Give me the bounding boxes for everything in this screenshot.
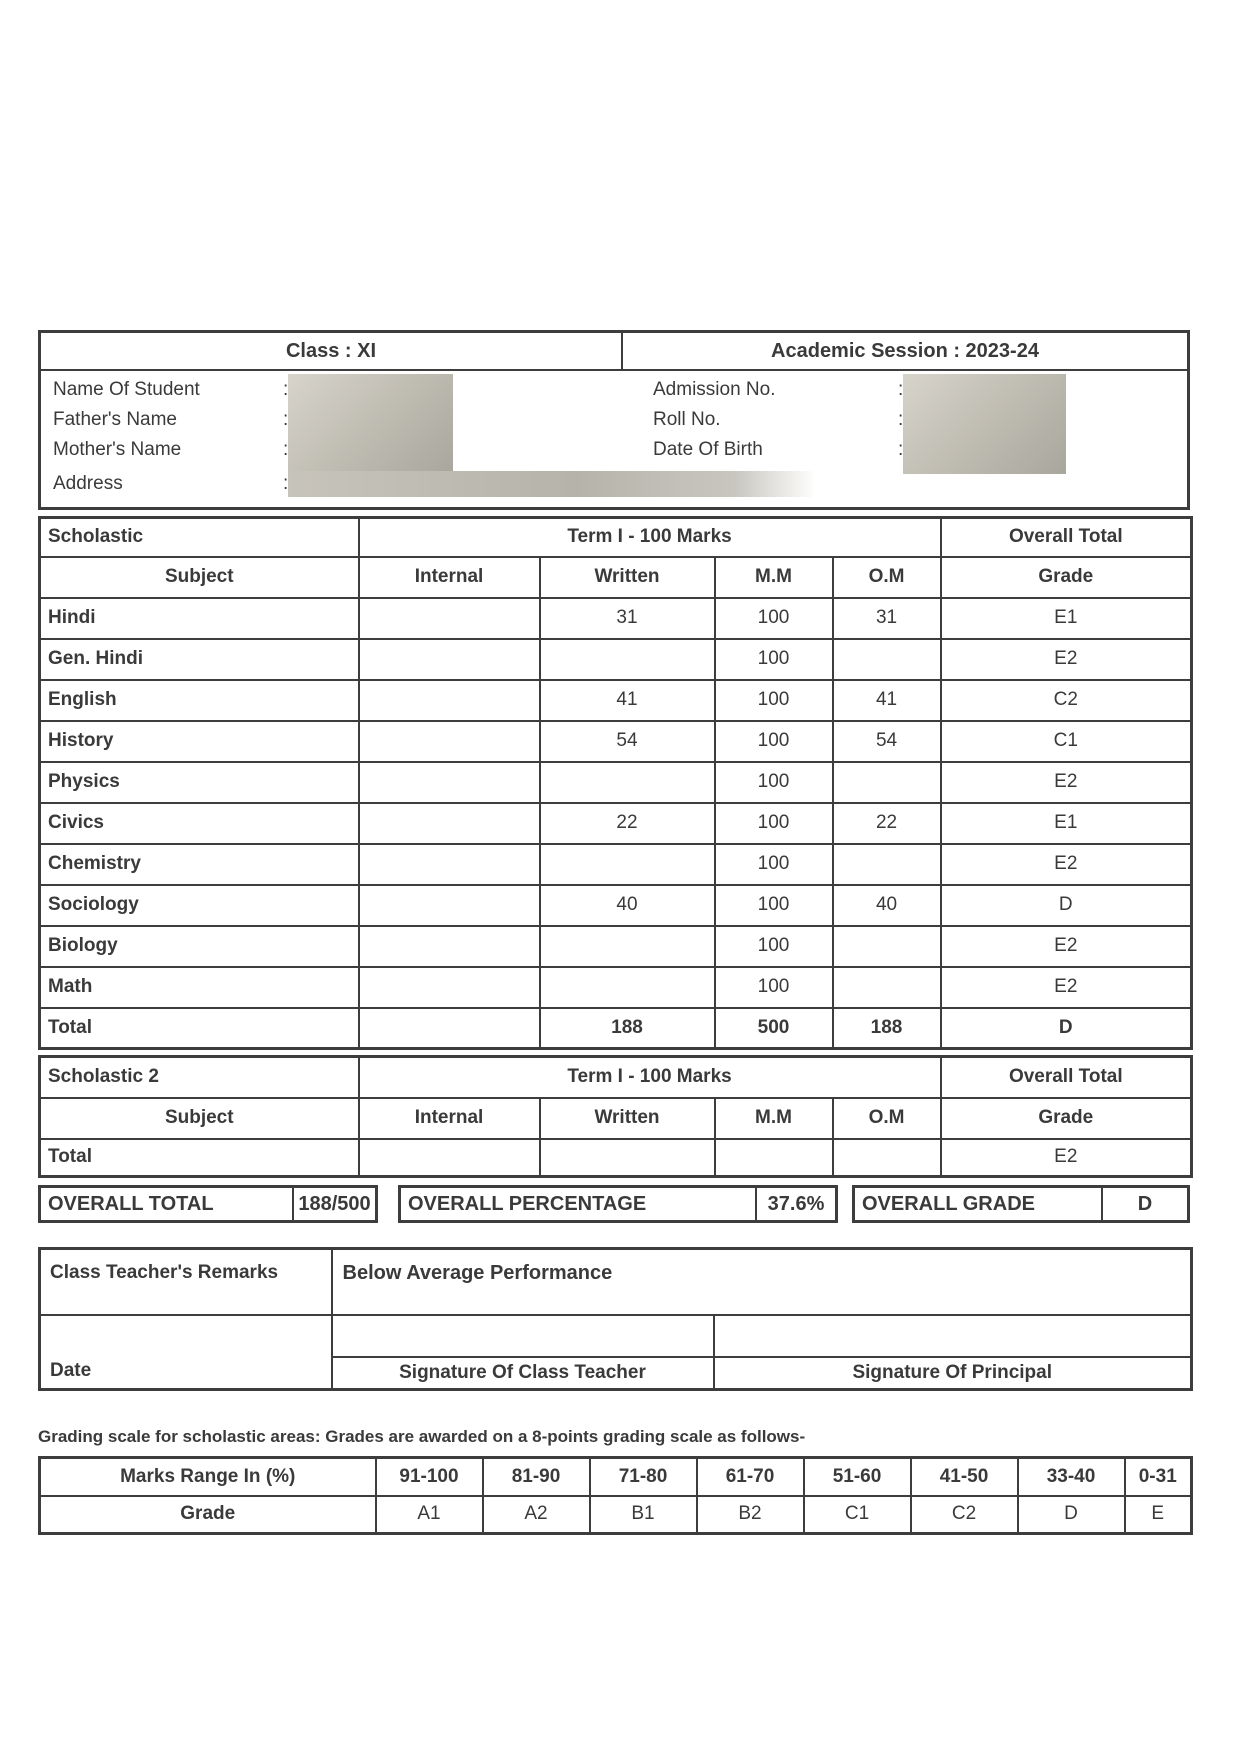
student-name-label: Name Of Student <box>53 379 200 400</box>
overall-grade-box <box>852 1185 1190 1223</box>
overall-percentage-label: OVERALL PERCENTAGE <box>401 1188 757 1220</box>
mm-cell: 100 <box>715 598 833 639</box>
grade-cell: C2 <box>911 1496 1018 1534</box>
scholastic-table <box>38 516 1193 1050</box>
colon: : <box>898 379 904 400</box>
range-cell: 51-60 <box>804 1458 911 1496</box>
colon: : <box>283 439 289 460</box>
table-row <box>40 762 1192 803</box>
scholastic-column-header-row <box>40 557 1192 598</box>
colon: : <box>283 379 289 400</box>
internal-cell <box>359 844 540 885</box>
grade-column-header: Grade <box>941 557 1192 598</box>
overall-percentage-box <box>398 1185 838 1223</box>
internal-cell <box>359 803 540 844</box>
om-cell <box>833 967 941 1008</box>
written-cell: 41 <box>540 680 715 721</box>
written-column-header: Written <box>540 1098 715 1139</box>
session-header-cell: Academic Session : 2023-24 <box>771 339 1039 362</box>
written-cell: 40 <box>540 885 715 926</box>
om-column-header: O.M <box>833 1098 941 1139</box>
range-cell: 81-90 <box>483 1458 590 1496</box>
remarks-row <box>40 1249 1192 1315</box>
marks-range-row <box>40 1458 1192 1496</box>
mother-name-label: Mother's Name <box>53 439 182 460</box>
subject-column-header: Subject <box>40 557 359 598</box>
grade-cell: B1 <box>590 1496 697 1534</box>
mm-cell: 100 <box>715 967 833 1008</box>
grading-scale-table <box>38 1456 1193 1535</box>
written-cell <box>540 926 715 967</box>
table-row <box>40 803 1192 844</box>
subject-cell: Total <box>40 1139 359 1177</box>
grade-cell: C2 <box>941 680 1192 721</box>
grade-cell: E2 <box>941 1139 1192 1177</box>
om-cell: 54 <box>833 721 941 762</box>
internal-column-header: Internal <box>359 557 540 598</box>
table-row <box>40 885 1192 926</box>
remarks-label: Class Teacher's Remarks <box>40 1249 332 1315</box>
mm-column-header: M.M <box>715 557 833 598</box>
written-cell <box>540 967 715 1008</box>
mm-cell: 100 <box>715 721 833 762</box>
mm-cell: 100 <box>715 762 833 803</box>
written-cell <box>540 639 715 680</box>
grade-cell: E2 <box>941 639 1192 680</box>
grade-cell: C1 <box>804 1496 911 1534</box>
address-label: Address <box>53 473 123 494</box>
spacer <box>378 1185 398 1223</box>
mm-cell: 100 <box>715 926 833 967</box>
internal-cell <box>359 762 540 803</box>
scholastic2-column-header-row <box>40 1098 1192 1139</box>
subject-column-header: Subject <box>40 1098 359 1139</box>
total-row <box>40 1008 1192 1049</box>
om-cell <box>833 1139 941 1177</box>
internal-cell <box>359 639 540 680</box>
teacher-signature-label: Signature Of Class Teacher <box>332 1357 714 1390</box>
range-cell: 0-31 <box>1125 1458 1192 1496</box>
subject-cell: Physics <box>40 762 359 803</box>
scholastic-header-row <box>40 518 1192 557</box>
remarks-table <box>38 1247 1193 1391</box>
om-cell: 40 <box>833 885 941 926</box>
subject-cell: Hindi <box>40 598 359 639</box>
grade-cell: E <box>1125 1496 1192 1534</box>
total-row <box>40 1139 1192 1177</box>
internal-cell <box>359 721 540 762</box>
table-row <box>40 967 1192 1008</box>
class-header-cell: Class : XI <box>41 333 623 369</box>
redacted-student-names <box>288 374 453 474</box>
internal-cell <box>359 1139 540 1177</box>
mm-cell: 100 <box>715 844 833 885</box>
subject-cell: History <box>40 721 359 762</box>
overall-total-value: 188/500 <box>298 1192 371 1215</box>
om-cell: 188 <box>833 1008 941 1049</box>
table-row <box>40 844 1192 885</box>
subject-cell: Sociology <box>40 885 359 926</box>
redacted-address <box>288 471 813 497</box>
scholastic2-header-row <box>40 1057 1192 1098</box>
grading-scale-note: Grading scale for scholastic areas: Grades are awarded on a 8-points grading scale as follows- <box>38 1427 806 1446</box>
mm-cell: 100 <box>715 680 833 721</box>
internal-cell <box>359 926 540 967</box>
mm-cell <box>715 1139 833 1177</box>
subject-cell: Math <box>40 967 359 1008</box>
internal-cell <box>359 885 540 926</box>
subject-cell: Biology <box>40 926 359 967</box>
written-column-header: Written <box>540 557 715 598</box>
table-row <box>40 639 1192 680</box>
om-column-header: O.M <box>833 557 941 598</box>
subject-cell: Gen. Hindi <box>40 639 359 680</box>
grade-cell: D <box>941 885 1192 926</box>
table-row <box>40 926 1192 967</box>
dob-label: Date Of Birth <box>653 439 763 460</box>
written-cell <box>540 844 715 885</box>
range-cell: 61-70 <box>697 1458 804 1496</box>
overall-total-header-cell: Overall Total <box>941 518 1192 557</box>
colon: : <box>898 439 904 460</box>
mm-cell: 100 <box>715 885 833 926</box>
mm-cell: 100 <box>715 639 833 680</box>
mm-column-header: M.M <box>715 1098 833 1139</box>
student-info-area <box>41 371 1187 507</box>
grade-cell: D <box>1018 1496 1125 1534</box>
grade-cell: E2 <box>941 967 1192 1008</box>
subject-cell: English <box>40 680 359 721</box>
overall-grade-label: OVERALL GRADE <box>855 1188 1103 1220</box>
teacher-signature-space <box>332 1315 714 1357</box>
grade-cell: B2 <box>697 1496 804 1534</box>
mm-cell: 500 <box>715 1008 833 1049</box>
range-cell: 33-40 <box>1018 1458 1125 1496</box>
spacer <box>838 1185 852 1223</box>
signature-spacer-row <box>40 1315 1192 1357</box>
subject-cell: Total <box>40 1008 359 1049</box>
table-row <box>40 680 1192 721</box>
scholastic-section-title: Scholastic <box>40 518 359 557</box>
overall-summary-strip <box>38 1185 1190 1223</box>
written-cell: 31 <box>540 598 715 639</box>
grade-column-header: Grade <box>941 1098 1192 1139</box>
roll-no-label: Roll No. <box>653 409 721 430</box>
colon: : <box>898 409 904 430</box>
om-cell <box>833 639 941 680</box>
overall-total-label: OVERALL TOTAL <box>41 1188 294 1220</box>
scholastic2-section-title: Scholastic 2 <box>40 1057 359 1098</box>
om-cell <box>833 926 941 967</box>
om-cell: 31 <box>833 598 941 639</box>
om-cell <box>833 762 941 803</box>
overall-percentage-value: 37.6% <box>767 1192 825 1215</box>
table-row <box>40 598 1192 639</box>
internal-cell <box>359 598 540 639</box>
om-cell: 41 <box>833 680 941 721</box>
grade-cell: A2 <box>483 1496 590 1534</box>
term-header-cell: Term I - 100 Marks <box>359 1057 941 1098</box>
grade-cell: E2 <box>941 926 1192 967</box>
student-info-table <box>38 330 1190 510</box>
subject-cell: Civics <box>40 803 359 844</box>
overall-total-box <box>38 1185 378 1223</box>
principal-signature-space <box>714 1315 1192 1357</box>
marks-range-label: Marks Range In (%) <box>40 1458 376 1496</box>
internal-column-header: Internal <box>359 1098 540 1139</box>
grade-cell: E2 <box>941 844 1192 885</box>
grade-cell: E2 <box>941 762 1192 803</box>
colon: : <box>283 409 289 430</box>
grade-cell: E1 <box>941 598 1192 639</box>
written-cell <box>540 762 715 803</box>
grade-cell: E1 <box>941 803 1192 844</box>
overall-total-header-cell: Overall Total <box>941 1057 1192 1098</box>
father-name-label: Father's Name <box>53 409 178 430</box>
om-cell <box>833 844 941 885</box>
principal-signature-label: Signature Of Principal <box>714 1357 1192 1390</box>
table-row <box>40 721 1192 762</box>
subject-cell: Chemistry <box>40 844 359 885</box>
range-cell: 91-100 <box>376 1458 483 1496</box>
remarks-value: Below Average Performance <box>332 1249 1192 1315</box>
date-label: Date <box>40 1315 332 1390</box>
written-cell <box>540 1139 715 1177</box>
written-cell: 188 <box>540 1008 715 1049</box>
grade-row <box>40 1496 1192 1534</box>
mm-cell: 100 <box>715 803 833 844</box>
scholastic2-table <box>38 1055 1193 1178</box>
grade-cell: D <box>941 1008 1192 1049</box>
admission-no-label: Admission No. <box>653 379 776 400</box>
internal-cell <box>359 680 540 721</box>
class-session-header-row <box>41 333 1187 371</box>
written-cell: 22 <box>540 803 715 844</box>
grade-cell: A1 <box>376 1496 483 1534</box>
grade-label: Grade <box>40 1496 376 1534</box>
range-cell: 71-80 <box>590 1458 697 1496</box>
internal-cell <box>359 1008 540 1049</box>
range-cell: 41-50 <box>911 1458 1018 1496</box>
om-cell: 22 <box>833 803 941 844</box>
grade-cell: C1 <box>941 721 1192 762</box>
internal-cell <box>359 967 540 1008</box>
written-cell: 54 <box>540 721 715 762</box>
redacted-admission-details <box>903 374 1066 474</box>
term-header-cell: Term I - 100 Marks <box>359 518 941 557</box>
colon: : <box>283 473 289 494</box>
overall-grade-value: D <box>1137 1192 1153 1215</box>
